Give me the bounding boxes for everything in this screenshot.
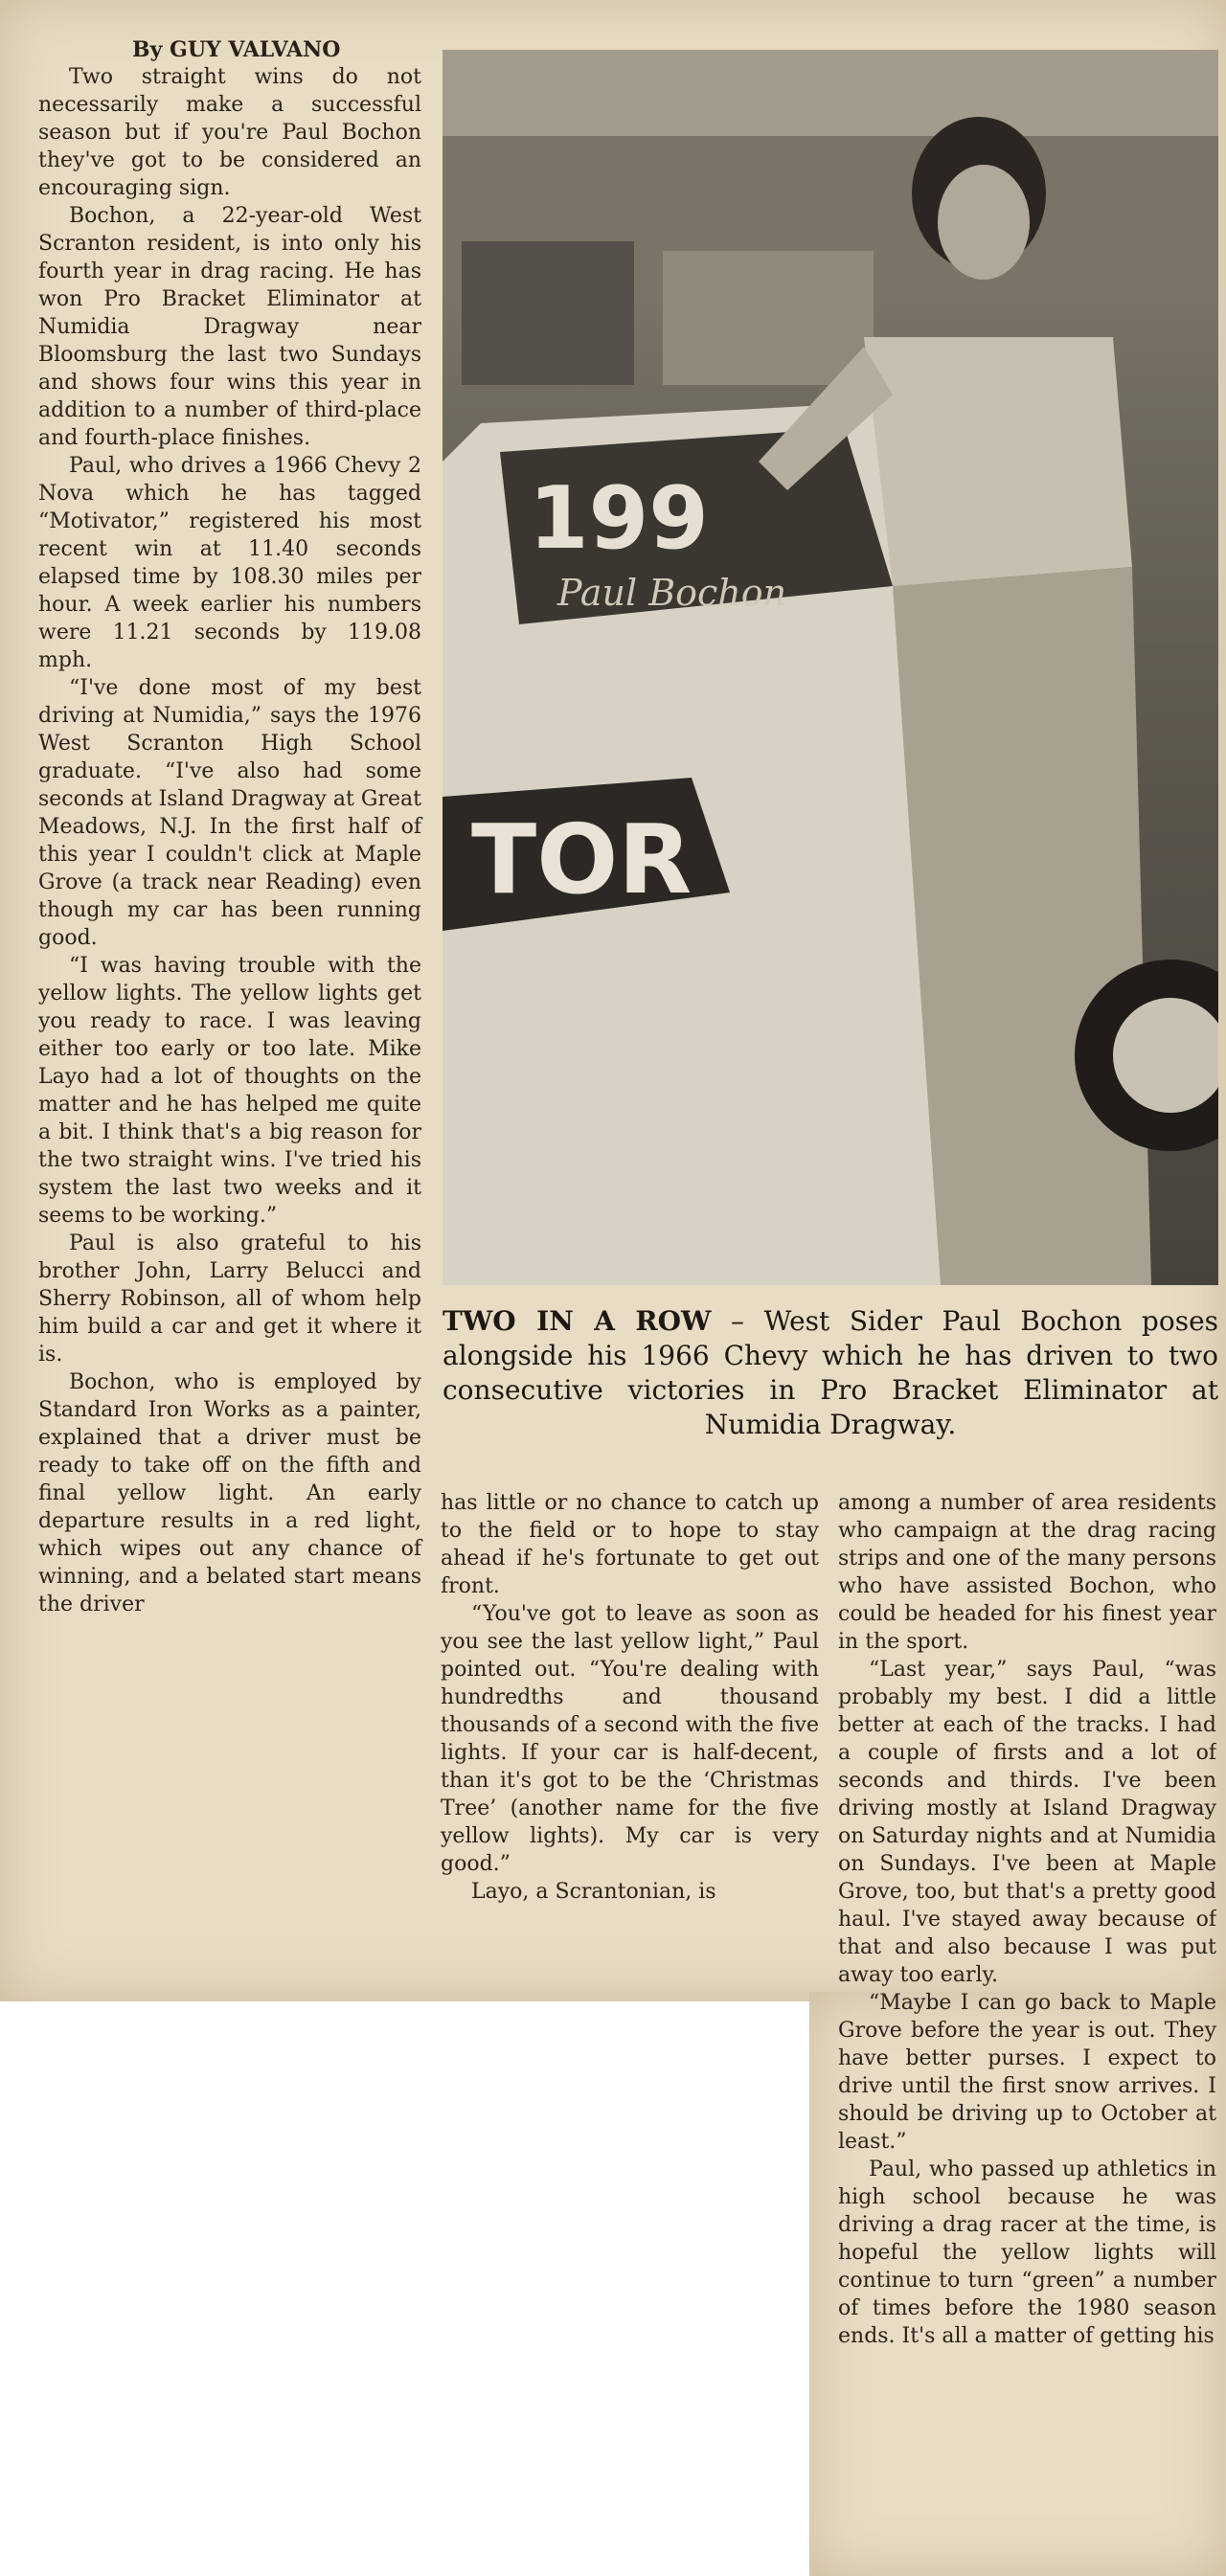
caption-text: – West Sider Paul Bochon poses alongside his 1966 Chevy which he has driven to two consecutive victories in Pro Bracket Eliminator at Numidia Dragway. xyxy=(443,1305,1219,1440)
paragraph: “I was having trouble with the yellow lights. The yellow lights get you ready to race. I was leaving either too early or too late. Mike Layo had a lot of thoughts on the matter and he has helped me quite a bit. I think that's a big reason for the two straight wins. I've tried his system the last two weeks and it seems to be working.” xyxy=(38,954,421,1228)
paragraph: Paul, who drives a 1966 Chevy 2 Nova which he has tagged “Motivator,” registered his most recent win at 11.40 seconds elapsed time by 108.30 miles per hour. A week earlier his numbers were 11.21 seconds by 119.08 mph. xyxy=(38,454,421,672)
paragraph: has little or no chance to catch up to the field or to hope to stay ahead if he's fortunate to get out front. xyxy=(441,1491,819,1598)
paragraph: Layo, a Scrantonian, is xyxy=(471,1880,716,1904)
paragraph: “I've done most of my best driving at Numidia,” says the 1976 West Scranton High School graduate. “I've also had some seconds at Island Dragway at Great Meadows, N.J. In the first half of this year I couldn't click at Maple Grove (a track near Reading) even though my car has been running good. xyxy=(38,676,421,950)
paragraph: Bochon, a 22-year-old West Scranton resident, is into only his fourth year in drag racing. He has won Pro Bracket Eliminator at Numidia Dragway near Bloomsburg the last two Sundays and shows four wins this year in addition to a number of third-place and fourth-place finishes. xyxy=(38,204,421,450)
paragraph: Bochon, who is employed by Standard Iron Works as a painter, explained that a driver must be ready to take off on the fifth and final yellow light. An early departure results in a red light, which wipes out any chance of winning, and a belated start means the driver xyxy=(38,1370,421,1616)
photo-driver-with-car xyxy=(443,50,1218,1285)
photo-illustration xyxy=(443,50,1218,1285)
photo-caption xyxy=(443,1304,1218,1442)
background-building xyxy=(462,241,634,385)
article-column-2 xyxy=(441,1489,819,1939)
byline: By GUY VALVANO xyxy=(132,37,341,62)
paragraph: “Last year,” says Paul, “was probably my best. I did a little better at each of the tracks. I had a couple of firsts and a lot of seconds and thirds. I've been driving mostly at Island Dragway on Saturday nights and at Numidia on Sundays. I've been at Maple Grove, too, but that's a pretty good haul. I've stayed away because of that and also because I was put away too early. xyxy=(838,1658,1216,1987)
paragraph: Two straight wins do not necessarily make a successful season but if you're Paul Bochon they've got to be considered an encouraging sign. xyxy=(38,65,421,200)
paragraph: “Maybe I can go back to Maple Grove before the year is out. They have better purses. I expect to drive until the first snow arrives. I should be driving up to October at least.” xyxy=(838,1991,1216,2154)
car-lettering: TOR xyxy=(471,803,692,915)
article-column-3 xyxy=(838,1489,1216,2571)
person-face xyxy=(938,165,1030,280)
paragraph: among a number of area residents who campaign at the drag racing strips and one of the many persons who have assisted Bochon, who could be headed for his finest year in the sport. xyxy=(838,1491,1216,1654)
car-signature: Paul Bochon xyxy=(557,572,787,614)
paragraph: “You've got to leave as soon as you see the last yellow light,” Paul pointed out. “You're dealing with hundredths and thousand thousands of a second with the five lights. If your car is half-decent, than it's got to be the ‘Christmas Tree’ (another name for the five yellow lights). My car is very good.” xyxy=(441,1602,819,1876)
article-column-1 xyxy=(38,36,421,1966)
sky xyxy=(443,50,1218,136)
person-shirt xyxy=(864,337,1132,586)
paragraph: Paul, who passed up athletics in high school because he was driving a drag racer at the time, is hopeful the yellow lights will continue to turn “green” a number of times before the 1980 season ends. It's all a matter of getting his xyxy=(838,2158,1216,2348)
background-car xyxy=(663,251,874,385)
caption-headline: TWO IN A ROW xyxy=(443,1305,712,1337)
car-number: 199 xyxy=(529,468,709,569)
paragraph: Paul is also grateful to his brother John, Larry Belucci and Sherry Robinson, all of whom help him build a car and get it where it is. xyxy=(38,1232,421,1367)
